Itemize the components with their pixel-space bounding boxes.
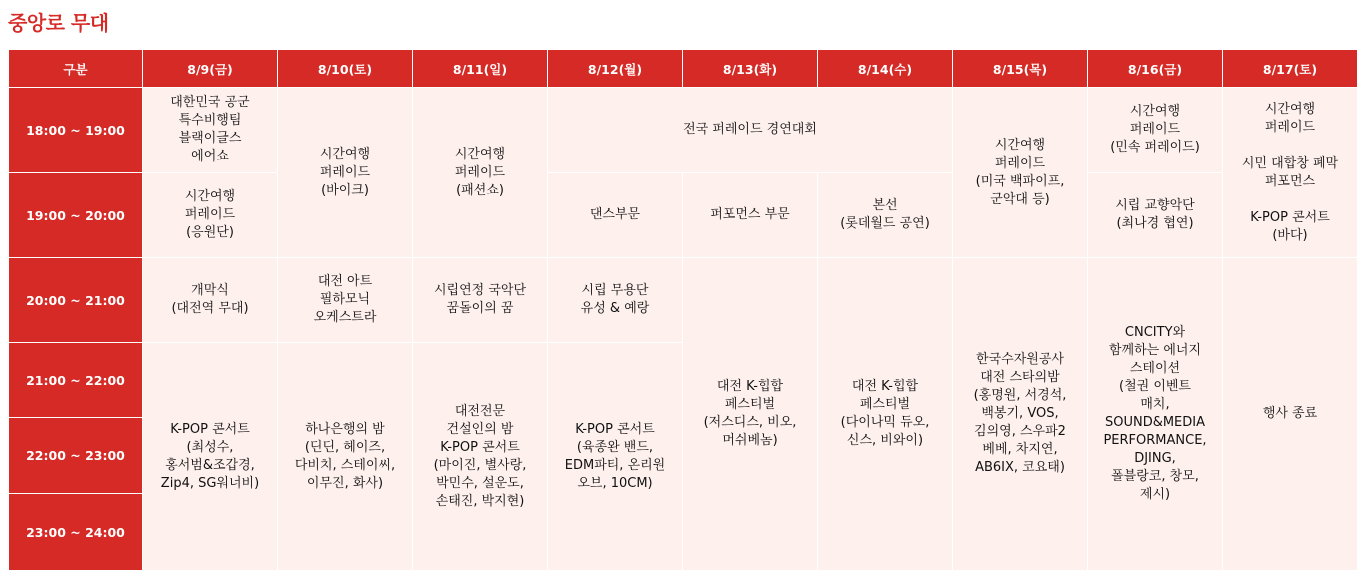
event-cell: 행사 종료 — [1223, 258, 1358, 571]
event-cell: 시간여행 퍼레이드 (바이크) — [278, 88, 413, 258]
event-cell: 대전전문 건설인의 밤 K-POP 콘서트 (마이진, 별사랑, 박민수, 설운도, 손태진, 박지현) — [413, 343, 548, 571]
header-day: 8/9(금) — [143, 50, 278, 88]
event-cell: 대한민국 공군 특수비행팀 블랙이글스 에어쇼 — [143, 88, 278, 173]
schedule-table — [8, 49, 1358, 571]
event-cell: K-POP 콘서트 (육종완 밴드, EDM파티, 온리원 오브, 10CM) — [548, 343, 683, 571]
time-slot: 18:00 ~ 19:00 — [9, 88, 143, 173]
event-cell: 한국수자원공사 대전 스타의밤 (홍명원, 서경석, 백봉기, VOS, 김의영, 스우파2 베베, 차지연, AB6IX, 코요태) — [953, 258, 1088, 571]
header-day: 8/14(수) — [818, 50, 953, 88]
event-cell: 퍼포먼스 부문 — [683, 173, 818, 258]
page-title: 중앙로 무대 — [8, 11, 109, 35]
event-cell: 시간여행 퍼레이드 (민속 퍼레이드) — [1088, 88, 1223, 173]
event-cell: 대전 아트 필하모닉 오케스트라 — [278, 258, 413, 343]
event-cell: 시립 교향악단 (최나경 협연) — [1088, 173, 1223, 258]
event-cell: 하나은행의 밤 (딘딘, 헤이즈, 다비치, 스테이씨, 이무진, 화사) — [278, 343, 413, 571]
event-cell: 시간여행 퍼레이드 (패션쇼) — [413, 88, 548, 258]
table-row — [9, 173, 1358, 258]
time-slot: 19:00 ~ 20:00 — [9, 173, 143, 258]
header-day: 8/10(토) — [278, 50, 413, 88]
event-cell: 개막식 (대전역 무대) — [143, 258, 278, 343]
event-cell: 시간여행 퍼레이드 시민 대합창 폐막 퍼포먼스 K-POP 콘서트 (바다) — [1223, 88, 1358, 258]
event-cell: 시립 무용단 유성 & 예랑 — [548, 258, 683, 343]
event-cell: 본선 (롯데월드 공연) — [818, 173, 953, 258]
table-row — [9, 88, 1358, 173]
event-cell: 대전 K-힙합 페스티벌 (다이나믹 듀오, 신스, 비와이) — [818, 258, 953, 571]
event-cell: 전국 퍼레이드 경연대회 — [548, 88, 953, 173]
header-row — [9, 50, 1358, 88]
header-corner: 구분 — [9, 50, 143, 88]
header-day: 8/16(금) — [1088, 50, 1223, 88]
event-cell: 댄스부문 — [548, 173, 683, 258]
time-slot: 20:00 ~ 21:00 — [9, 258, 143, 343]
header-day: 8/15(목) — [953, 50, 1088, 88]
header-day: 8/12(월) — [548, 50, 683, 88]
time-slot: 23:00 ~ 24:00 — [9, 494, 143, 571]
time-slot: 21:00 ~ 22:00 — [9, 343, 143, 418]
header-day: 8/11(일) — [413, 50, 548, 88]
event-cell: 대전 K-힙합 페스티벌 (저스디스, 비오, 머쉬베놈) — [683, 258, 818, 571]
event-cell: 시립연정 국악단 꿈돌이의 꿈 — [413, 258, 548, 343]
event-cell: K-POP 콘서트 (최성수, 홍서범&조갑경, Zip4, SG워너비) — [143, 343, 278, 571]
table-row — [9, 258, 1358, 343]
event-cell: 시간여행 퍼레이드 (미국 백파이프, 군악대 등) — [953, 88, 1088, 258]
event-cell: CNCITY와 함께하는 에너지 스테이션 (철권 이벤트 매치, SOUND&MEDIA PERFORMANCE, DJING, 폴블랑코, 창모, 제시) — [1088, 258, 1223, 571]
event-cell: 시간여행 퍼레이드 (응원단) — [143, 173, 278, 258]
header-day: 8/13(화) — [683, 50, 818, 88]
header-day: 8/17(토) — [1223, 50, 1358, 88]
time-slot: 22:00 ~ 23:00 — [9, 418, 143, 494]
